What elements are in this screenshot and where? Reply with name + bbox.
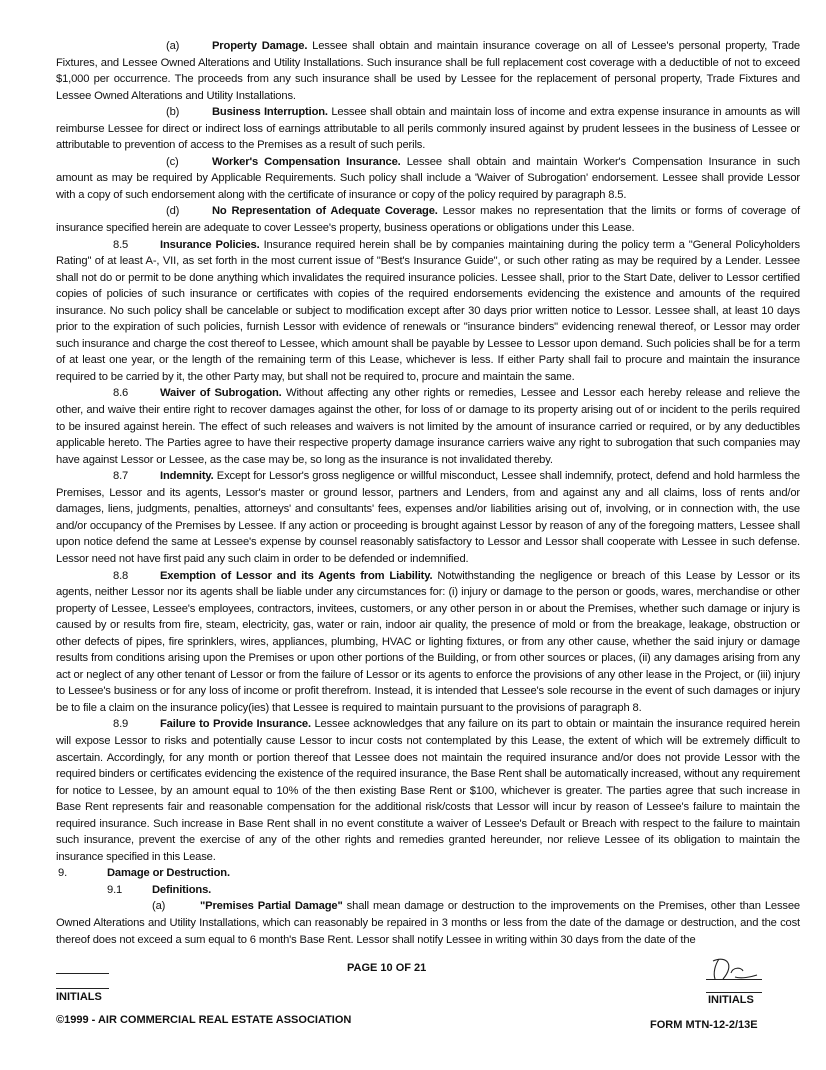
- paragraph-heading: No Representation of Adequate Coverage.: [212, 205, 438, 218]
- paragraph-number: 8.9: [113, 718, 129, 731]
- paragraph-body: Lessee shall obtain and maintain insurance coverage on all of Lessee's personal property, Trade Fixtures, and Lessee Owned Alterations and Utility Installations. Such insurance shall be full replacement cost coverage with a deductible of not to exceed $1,000 per occurrence. The proceeds from any such insurance shall be used by Lessee for the replacement of personal property, Trade Fixtures and Lessee Owned Alterations and Utility Installations.: [56, 40, 800, 102]
- initials-line-left-top: [56, 973, 109, 974]
- paragraph-number: 8.7: [113, 470, 129, 483]
- paragraph-number: 9.: [58, 867, 68, 880]
- paragraph-body: Except for Lessor's gross negligence or willful misconduct, Lessee shall indemnify, protect, defend and hold harmless the Premises, Lessor and its agents, Lessor's master or ground lessor, partners and Lenders, from and against any and all claims, loss of rents and/or damages, liens, judgments, penalties, attorneys' and consultants' fees, expenses and/or liabilities arising out of, involving, or in connection with, the use and/or occupancy of the Premises by Lessee. If any action or proceeding is brought against Lessor by reason of any of the foregoing matters, Lessee shall upon notice defend the same at Lessee's expense by counsel reasonably satisfactory to Lessor and Lessor shall cooperate with Lessee in such defense. Lessor need not have first paid any such claim in order to be defended or indemnified.: [56, 470, 800, 565]
- copyright: ©1999 - AIR COMMERCIAL REAL ESTATE ASSOCIATION: [56, 1014, 352, 1026]
- paragraph-heading: Definitions.: [152, 883, 212, 896]
- paragraph-body: Lessor makes no representation that the limits or forms of coverage of insurance specified herein are adequate to cover Lessee's property, business operations or obligations under this Lease.: [56, 205, 800, 235]
- paragraph: [56, 38, 800, 104]
- paragraph-number: (b): [166, 106, 180, 119]
- paragraph-body: Insurance required herein shall be by companies maintaining during the policy term a "General Policyholders Rating" of at least A-, VII, as set forth in the most current issue of "Best's Insurance Guide", or such other rating as may be required by a Lender. Lessee shall not do or permit to be done anything which invalidates the required insurance policies. Lessee shall, prior to the Start Date, deliver to Lessor certified copies of policies of such insurance or certificates with copies of the required endorsements evidencing the existence and amounts of the required insurance. No such policy shall be cancelable or subject to modification except after 30 days prior written notice to Lessor. Lessee shall, at least 10 days prior to the expiration of such policies, furnish Lessor with evidence of renewals or "insurance binders" evidencing renewal thereof, or Lessor may order such insurance and charge the cost thereof to Lessee, which amount shall be payable by Lessee to Lessor upon demand. Such policies shall be for a term of at least one year, or the length of the remaining term of this Lease, whichever is less. If either Party shall fail to procure and maintain the insurance required to be carried by it, the other Party may, but shall not be required to, procure and maintain the same.: [56, 238, 800, 383]
- initials-line-right: [706, 992, 762, 993]
- paragraph: [56, 568, 800, 717]
- paragraph: [56, 237, 800, 386]
- paragraph-number: (a): [152, 900, 166, 913]
- paragraph-heading: Worker's Compensation Insurance.: [212, 155, 401, 168]
- paragraph-number: (a): [166, 40, 180, 52]
- paragraph-body: Lessee shall obtain and maintain Worker's Compensation Insurance in such amount as may be required by Applicable Requirements. Such policy shall include a 'Waiver of Subrogation' endorsement. Lessee shall provide Lessor with a copy of such endorsement along with the certificate of insurance or copy of the policy required by paragraph 8.5.: [56, 155, 800, 201]
- paragraph-number: (d): [166, 205, 180, 218]
- paragraph: [56, 468, 800, 567]
- initials-label-left: INITIALS: [56, 991, 102, 1003]
- paragraph-number: 8.6: [113, 387, 129, 400]
- paragraph-body: Lessee shall obtain and maintain loss of income and extra expense insurance in amounts as will reimburse Lessee for direct or indirect loss of earnings attributable to all perils commonly insured against by prudent lessees in the business of Lessee or attributable to prevention of access to the Premises as a result of such perils.: [56, 106, 800, 152]
- paragraph: [56, 898, 800, 948]
- paragraph: [56, 203, 800, 236]
- page-number: PAGE 10 OF 21: [347, 962, 427, 974]
- paragraph-heading: Property Damage.: [212, 40, 308, 52]
- paragraph: [56, 385, 800, 468]
- paragraph: [56, 716, 800, 865]
- paragraph: [56, 882, 800, 899]
- paragraph-number: (c): [166, 155, 179, 168]
- paragraph-number: 9.1: [107, 883, 123, 896]
- paragraph-number: 8.5: [113, 238, 129, 251]
- paragraph: [56, 865, 800, 882]
- paragraph-heading: Insurance Policies.: [160, 238, 260, 251]
- form-number: FORM MTN-12-2/13E: [650, 1019, 758, 1031]
- initials-label-right: INITIALS: [708, 994, 754, 1006]
- initials-line-left: [56, 988, 109, 989]
- paragraph-body: Notwithstanding the negligence or breach of this Lease by Lessor or its agents, neither Lessor nor its agents shall be liable under any circumstances for: (i) injury or damage to the person or goods, wares, merchandise or other property of Lessee, Lessee's employees, contractors, invitees, customers, or any other person in or about the Premises, whether such damage or injury is caused by or results from fire, steam, electricity, gas, water or rain, indoor air quality, the presence of mold or from the breakage, leakage, obstruction or other defects of pipes, fire sprinklers, wires, appliances, plumbing, HVAC or lighting fixtures, or from any other cause, whether the said injury or damage results from conditions arising upon the Premises or upon other portions of the Building, or from other sources or places, (ii) any damages arising from any act or neglect of any other tenant of Lessor or from the failure of Lessor or its agents to enforce the provisions of any other lease in the Project, or (iii) injury to Lessee's business or for any loss of income or profit therefrom. Instead, it is intended that Lessee's sole recourse in the event of such damages or injury be to file a claim on the insurance policy(ies) that Lessee is required to maintain pursuant to the provisions of paragraph 8.: [56, 569, 800, 714]
- paragraph-heading: Indemnity.: [160, 470, 214, 483]
- initials-line-right-top: [706, 979, 762, 980]
- paragraph-body: Lessee acknowledges that any failure on its part to obtain or maintain the insurance required herein will expose Lessor to risks and potentially cause Lessor to incur costs not contemplated by this Lease, the extent of which will be extremely difficult to ascertain. Accordingly, for any month or portion thereof that Lessee does not maintain the required insurance and/or does not provide Lessor with the required binders or certificates evidencing the existence of the required insurance, the Base Rent shall be automatically increased, without any requirement for notice to Lessee, by an amount equal to 10% of the then existing Base Rent or $100, whichever is greater. The parties agree that such increase in Base Rent represents fair and reasonable compensation for the additional risk/costs that Lessor will incur by reason of Lessee's failure to maintain the required insurance. Such increase in Base Rent shall in no event constitute a waiver of Lessee's Default or Breach with respect to the failure to maintain such insurance, prevent the exercise of any of the other rights and remedies granted hereunder, nor relieve Lessee of its obligation to maintain the insurance specified in this Lease.: [56, 718, 800, 863]
- paragraph-body: shall mean damage or destruction to the improvements on the Premises, other than Lessee Owned Alterations and Utility Installations, which can reasonably be repaired in 3 months or less from the date of the damage or destruction, and the cost thereof does not exceed a sum equal to 6 month's Base Rent. Lessor shall notify Lessee in writing within 30 days from the date of the: [56, 900, 800, 946]
- paragraph-heading: Business Interruption.: [212, 106, 328, 119]
- paragraph-body: Without affecting any other rights or remedies, Lessee and Lessor each hereby release and relieve the other, and waive their entire right to recover damages against the other, for loss of or damage to its property arising out of or incident to the perils required to be insured against herein. The effect of such releases and waivers is not limited by the amount of insurance carried or required, or by any deductibles applicable hereto. The Parties agree to have their respective property damage insurance carriers waive any right to subrogation that such companies may have against Lessor or Lessee, as the case may be, so long as the insurance is not invalidated thereby.: [56, 387, 800, 466]
- document-body: [56, 38, 800, 948]
- paragraph-heading: "Premises Partial Damage": [200, 900, 343, 913]
- paragraph-heading: Exemption of Lessor and its Agents from Liability.: [160, 569, 433, 582]
- paragraph: [56, 104, 800, 154]
- paragraph-heading: Damage or Destruction.: [107, 867, 230, 880]
- paragraph-heading: Waiver of Subrogation.: [160, 387, 282, 400]
- paragraph-number: 8.8: [113, 569, 129, 582]
- paragraph: [56, 154, 800, 204]
- paragraph-heading: Failure to Provide Insurance.: [160, 718, 311, 731]
